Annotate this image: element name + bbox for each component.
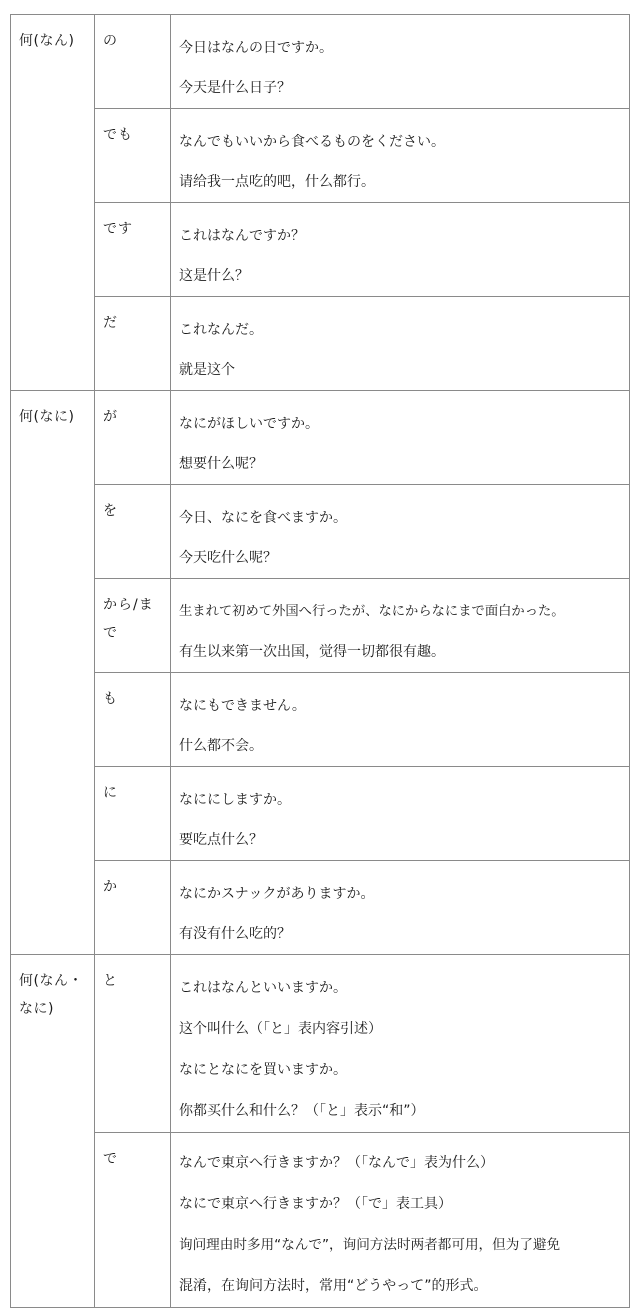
particle-label: に [103, 785, 118, 801]
word-label: 何(なに) [19, 409, 75, 425]
table-row [11, 579, 630, 673]
table-row [11, 1133, 630, 1308]
example-translation: 今天是什么日子？ [179, 80, 291, 96]
word-label: 何(なん・なに) [19, 973, 83, 1017]
table-row [11, 391, 630, 485]
example-cell [171, 203, 630, 297]
particle-cell [95, 203, 171, 297]
example-cell [171, 391, 630, 485]
example-translation: 今天吃什么呢？ [179, 550, 277, 566]
table-row [11, 767, 630, 861]
particle-cell [95, 861, 171, 955]
word-cell [11, 391, 95, 955]
explanation-text: 询问理由时多用“なんで”，询问方法时两者都可用，但为了避免 [179, 1237, 561, 1253]
particle-label: を [103, 503, 118, 519]
example-sentence: なんで東京へ行きますか？（「なんで」表为什么） [179, 1155, 494, 1171]
table-row [11, 15, 630, 109]
particle-cell [95, 673, 171, 767]
example-translation: 请给我一点吃的吧，什么都行。 [179, 174, 375, 190]
example-cell [171, 673, 630, 767]
table-row [11, 109, 630, 203]
particle-label: です [103, 221, 133, 237]
table-row [11, 673, 630, 767]
particle-label: の [103, 33, 118, 49]
particle-cell [95, 109, 171, 203]
particle-cell [95, 579, 171, 673]
example-sentence: これはなんですか？ [179, 228, 305, 244]
example-sentence: なにもできません。 [179, 698, 306, 714]
example-translation: 什么都不会。 [179, 738, 263, 754]
example-translation: 这是什么？ [179, 268, 249, 284]
example-cell [171, 767, 630, 861]
example-translation: 就是这个 [179, 362, 235, 378]
table-row [11, 203, 630, 297]
particle-label: も [103, 691, 118, 707]
example-sentence: 生まれて初めて外国へ行ったが、なにからなにまで面白かった。 [179, 604, 565, 619]
example-translation: 有没有什么吃的？ [179, 926, 291, 942]
example-cell [171, 109, 630, 203]
example-translation: 你都买什么和什么？（「と」表示“和”） [179, 1103, 425, 1119]
particle-cell [95, 767, 171, 861]
example-sentence: なんでもいいから食べるものをください。 [179, 134, 445, 150]
particle-label: か [103, 879, 118, 895]
particle-label: が [103, 409, 118, 425]
example-cell [171, 297, 630, 391]
word-cell [11, 955, 95, 1308]
example-translation: 要吃点什么？ [179, 832, 263, 848]
word-cell [11, 15, 95, 391]
example-sentence: これはなんといいますか。 [179, 980, 347, 996]
particle-cell [95, 391, 171, 485]
example-sentence: なにで東京へ行きますか？（「で」表工具） [179, 1196, 452, 1212]
particle-cell [95, 15, 171, 109]
example-sentence: なにがほしいですか。 [179, 416, 319, 432]
example-cell [171, 1133, 630, 1308]
particle-label: から/まで [103, 597, 154, 641]
particle-cell [95, 955, 171, 1133]
particle-cell [95, 1133, 171, 1308]
grammar-table [10, 14, 630, 1308]
particle-cell [95, 485, 171, 579]
example-translation: 有生以来第一次出国，觉得一切都很有趣。 [179, 644, 445, 660]
table-row [11, 955, 630, 1133]
explanation-text: 混淆，在询问方法时，常用“どうやって”的形式。 [179, 1278, 488, 1294]
example-sentence: なににしますか。 [179, 792, 291, 808]
example-sentence: なにとなにを買いますか。 [179, 1062, 347, 1078]
particle-cell [95, 297, 171, 391]
example-sentence: 今日、なにを食べますか。 [179, 510, 347, 526]
particle-label: と [103, 973, 118, 989]
particle-label: で [103, 1151, 118, 1167]
particle-label: でも [103, 127, 133, 143]
example-sentence: これなんだ。 [179, 322, 263, 338]
particle-label: だ [103, 315, 118, 331]
word-label: 何(なん) [19, 33, 75, 49]
example-cell [171, 15, 630, 109]
example-cell [171, 861, 630, 955]
example-cell [171, 485, 630, 579]
example-translation: 这个叫什么（「と」表内容引述） [179, 1021, 382, 1037]
example-sentence: 今日はなんの日ですか。 [179, 40, 333, 56]
table-row [11, 297, 630, 391]
example-sentence: なにかスナックがありますか。 [179, 886, 375, 902]
example-translation: 想要什么呢？ [179, 456, 263, 472]
example-cell [171, 579, 630, 673]
table-row [11, 861, 630, 955]
example-cell [171, 955, 630, 1133]
table-row [11, 485, 630, 579]
